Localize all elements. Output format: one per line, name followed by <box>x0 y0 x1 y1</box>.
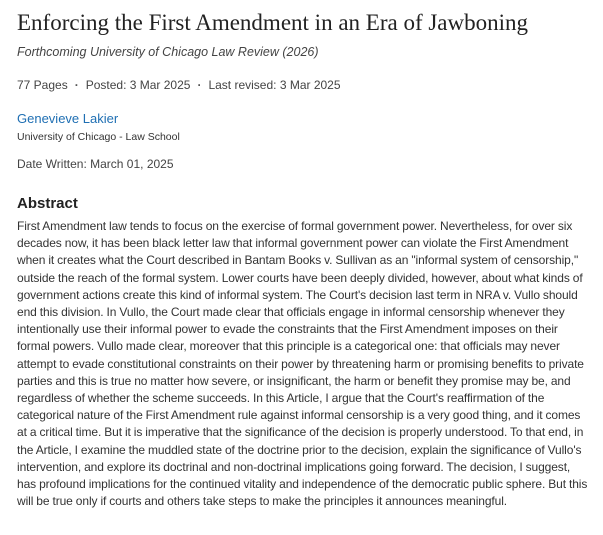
date-written: Date Written: March 01, 2025 <box>17 157 174 171</box>
meta-separator: · <box>197 78 202 92</box>
abstract-text: First Amendment law tends to focus on the exercise of formal government power. Nevertheless, for over six decades now, it has been black letter law that informal government power can violate the First Amendment when it creates what the Court described in Bantam Books v. Sullivan as an "informal system of censorship," outside the reach of the formal system. Lower courts have been deeply divided, however, about what kinds of government actions create this kind of informal system. The Court's decision last term in NRA v. Vullo should end this division. In Vullo, the Court made clear that officials engage in informal censorship whenever they intentionally use their informal power to evade the constraints that the First Amendment imposes on their formal powers. Vullo made clear, moreover that this principle is a categorical one: that officials may never attempt to evade constitutional constraints on their power by threatening harm or promising benefits to private parties and this is true no matter how severe, or insignificant, the harm or benefit they promise may be, and regardless of whether the scheme succeeds. In this Article, I argue that the Court's reaffirmation of the categorical nature of the First Amendment rule against informal censorship is a very good thing, and it comes at a critical time. But it is imperative that the significance of the decision is properly understood. To that end, in the Article, I examine the muddled state of the doctrine prior to the decision, explain the significance of Vullo's intervention, and explore its doctrinal and non-doctrinal implications going forward. The decision, I suggest, has profound implications for the continued vitality and independence of the democratic public sphere. But this will be true only if courts and others take steps to make the principles it announces meaningful. <box>17 219 588 509</box>
paper-title: Enforcing the First Amendment in an Era of Jawboning <box>17 10 529 35</box>
paper-page <box>17 8 592 510</box>
abstract-heading: Abstract <box>17 195 78 212</box>
last-revised-date: Last revised: 3 Mar 2025 <box>208 78 341 92</box>
paper-meta <box>17 77 592 93</box>
meta-separator: · <box>74 78 79 92</box>
posted-date: Posted: 3 Mar 2025 <box>85 78 191 92</box>
journal-citation: Forthcoming University of Chicago Law Review (2026) <box>17 45 319 59</box>
author-link[interactable]: Genevieve Lakier <box>17 111 119 126</box>
author-affiliation: University of Chicago - Law School <box>17 131 180 143</box>
page-count: 77 Pages <box>17 78 68 92</box>
